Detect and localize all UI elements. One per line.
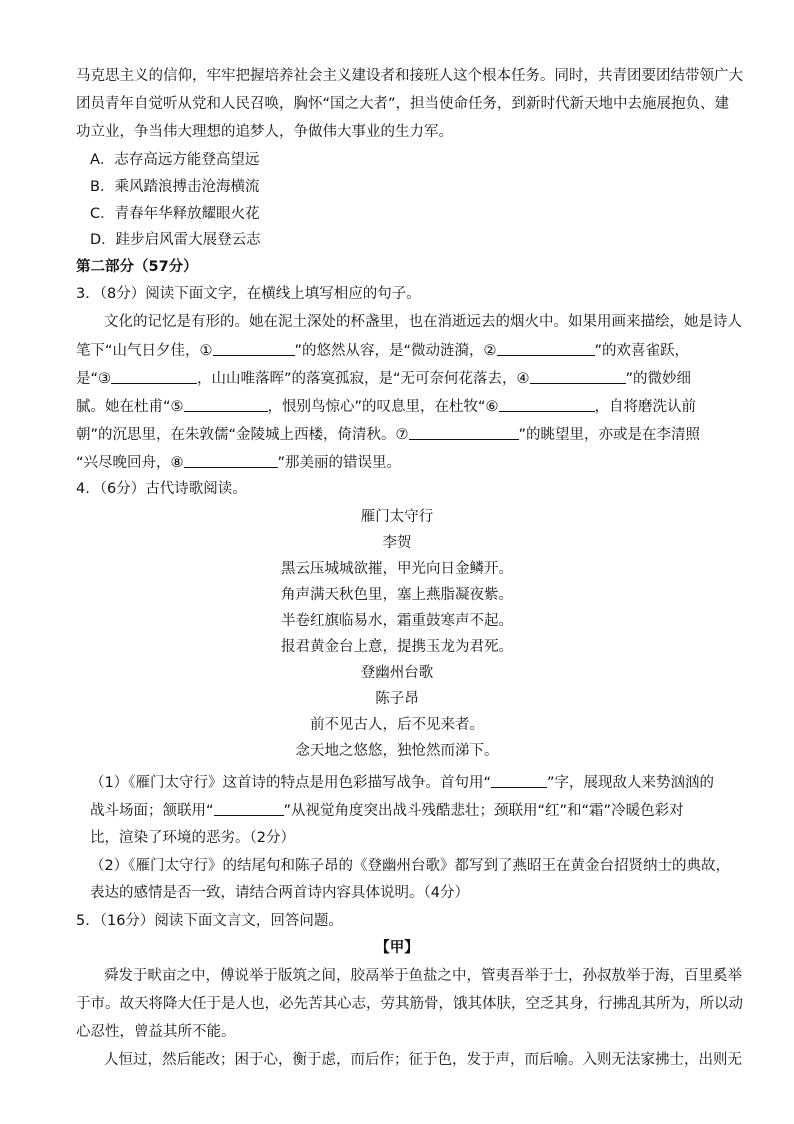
poem-1-title: 雁门太守行: [360, 509, 434, 525]
passage-line-1: 马克思主义的信仰，牢牢把握培养社会主义建设者和接班人这个根本任务。同时，共青团要团结带领广大: [76, 68, 743, 84]
option-a: A．志存高远方能登高望远: [90, 152, 260, 168]
q3-stem: 3．（8分）阅读下面文字，在横线上填写相应的句子。: [76, 286, 421, 302]
option-d: D．跬步启风雷大展登云志: [90, 232, 261, 248]
q3-line-3: 是“③ ，山山唯落晖”的落寞孤寂，是“无可奈何花落去，④ ”的微妙细: [76, 368, 691, 389]
passage-line-2: 团员青年自觉听从党和人民召唤，胸怀“国之大者”，担当使命任务，到新时代新天地中去施展抱负、建: [76, 96, 730, 112]
q4-sub1-line-3: 比，渲染了环境的恶劣。（2分）: [90, 830, 295, 846]
q5-stem: 5．（16分）阅读下面文言文，回答问题。: [76, 913, 343, 929]
classical-text-line: 舜发于畎亩之中，傅说举于版筑之间，胶鬲举于鱼盐之中，管夷吾举于士，孙叔敖举于海，百里奚举: [104, 968, 742, 984]
option-b: B．乘风踏浪搏击沧海横流: [90, 179, 260, 195]
q3-line-5: 朝”的沉思里，在朱敦儒“金陵城上西楼，倚清秋。⑦ ”的眺望里，亦或是在李清照: [76, 424, 700, 445]
answer-blank-1[interactable]: [213, 340, 295, 356]
q4-sub2-line-1: （2）《雁门太守行》的结尾句和陈子昂的《登幽州台歌》都写到了燕昭王在黄金台招贤纳士的典故，: [90, 858, 730, 874]
q4-sub2-line-2: 表达的感情是否一致，请结合两首诗内容具体说明。（4分）: [90, 885, 469, 901]
poem-1-line: 报君黄金台上意，提携玉龙为君死。: [281, 639, 513, 655]
poem-2-title: 登幽州台歌: [360, 665, 434, 681]
poem-1-line: 角声满天秋色里，塞上燕脂凝夜紫。: [281, 587, 513, 603]
passage-line-3: 功立业，争当伟大理想的追梦人，争做伟大事业的生力军。: [76, 124, 453, 140]
poem-1-line: 半卷红旗临易水，霜重鼓寒声不起。: [281, 613, 513, 629]
q3-line-2: 笔下“山气日夕佳，① ”的悠然从容，是“微动涟漪，② ”的欢喜雀跃，: [76, 340, 689, 361]
poem-2-author: 陈子昂: [375, 691, 419, 707]
q3-line-6: “兴尽晚回舟，⑧ ”那美丽的错误里。: [76, 452, 401, 473]
classical-text-line: 心忍性，曾益其所不能。: [76, 1024, 236, 1040]
poem-2-line: 念天地之悠悠，独怆然而涕下。: [295, 743, 499, 759]
q4-sub1-line-1: （1）《雁门太守行》这首诗的特点是用色彩描写战争。首句用“ ”字，展现敌人来势汹汹的: [90, 772, 714, 793]
answer-blank-6[interactable]: [499, 396, 595, 412]
answer-blank-poem-2[interactable]: [214, 800, 284, 816]
answer-blank-5[interactable]: [184, 396, 268, 412]
poem-1-author: 李贺: [382, 535, 412, 551]
poem-1-line: 黑云压城城欲摧，甲光向日金鳞开。: [281, 561, 513, 577]
answer-blank-3[interactable]: [111, 368, 197, 384]
classical-text-line: 人恒过，然后能改；困于心，衡于虑，而后作；征于色，发于声，而后喻。入则无法家拂士，出则无: [104, 1052, 742, 1068]
option-c: C．青春年华释放耀眼火花: [90, 206, 260, 222]
answer-blank-2[interactable]: [497, 340, 595, 356]
q3-line-4: 腻。她在杜甫“⑤ ，恨别鸟惊心”的叹息里，在杜牧“⑥ ，自将磨洗认前: [76, 396, 696, 417]
answer-blank-7[interactable]: [409, 424, 519, 440]
text-a-heading: 【甲】: [375, 940, 419, 956]
answer-blank-8[interactable]: [184, 452, 278, 468]
q4-stem: 4．（6分）古代诗歌阅读。: [76, 481, 247, 497]
section-2-heading: 第二部分（57分）: [76, 259, 198, 275]
answer-blank-poem-1[interactable]: [491, 772, 547, 788]
q4-sub1-line-2: 战斗场面；颔联用“ ”从视觉角度突出战斗残酷悲壮；颈联用“红”和“霜”冷暖色彩对: [90, 800, 684, 821]
poem-2-line: 前不见古人，后不见来者。: [310, 717, 484, 733]
answer-blank-4[interactable]: [530, 368, 626, 384]
q3-line-1: 文化的记忆是有形的。她在泥土深处的杯盏里，也在消逝远去的烟火中。如果用画来描绘，她是诗人: [104, 314, 742, 330]
classical-text-line: 于市。故天将降大任于是人也，必先苦其心志，劳其筋骨，饿其体肤，空乏其身，行拂乱其所为，所以动: [76, 996, 743, 1012]
